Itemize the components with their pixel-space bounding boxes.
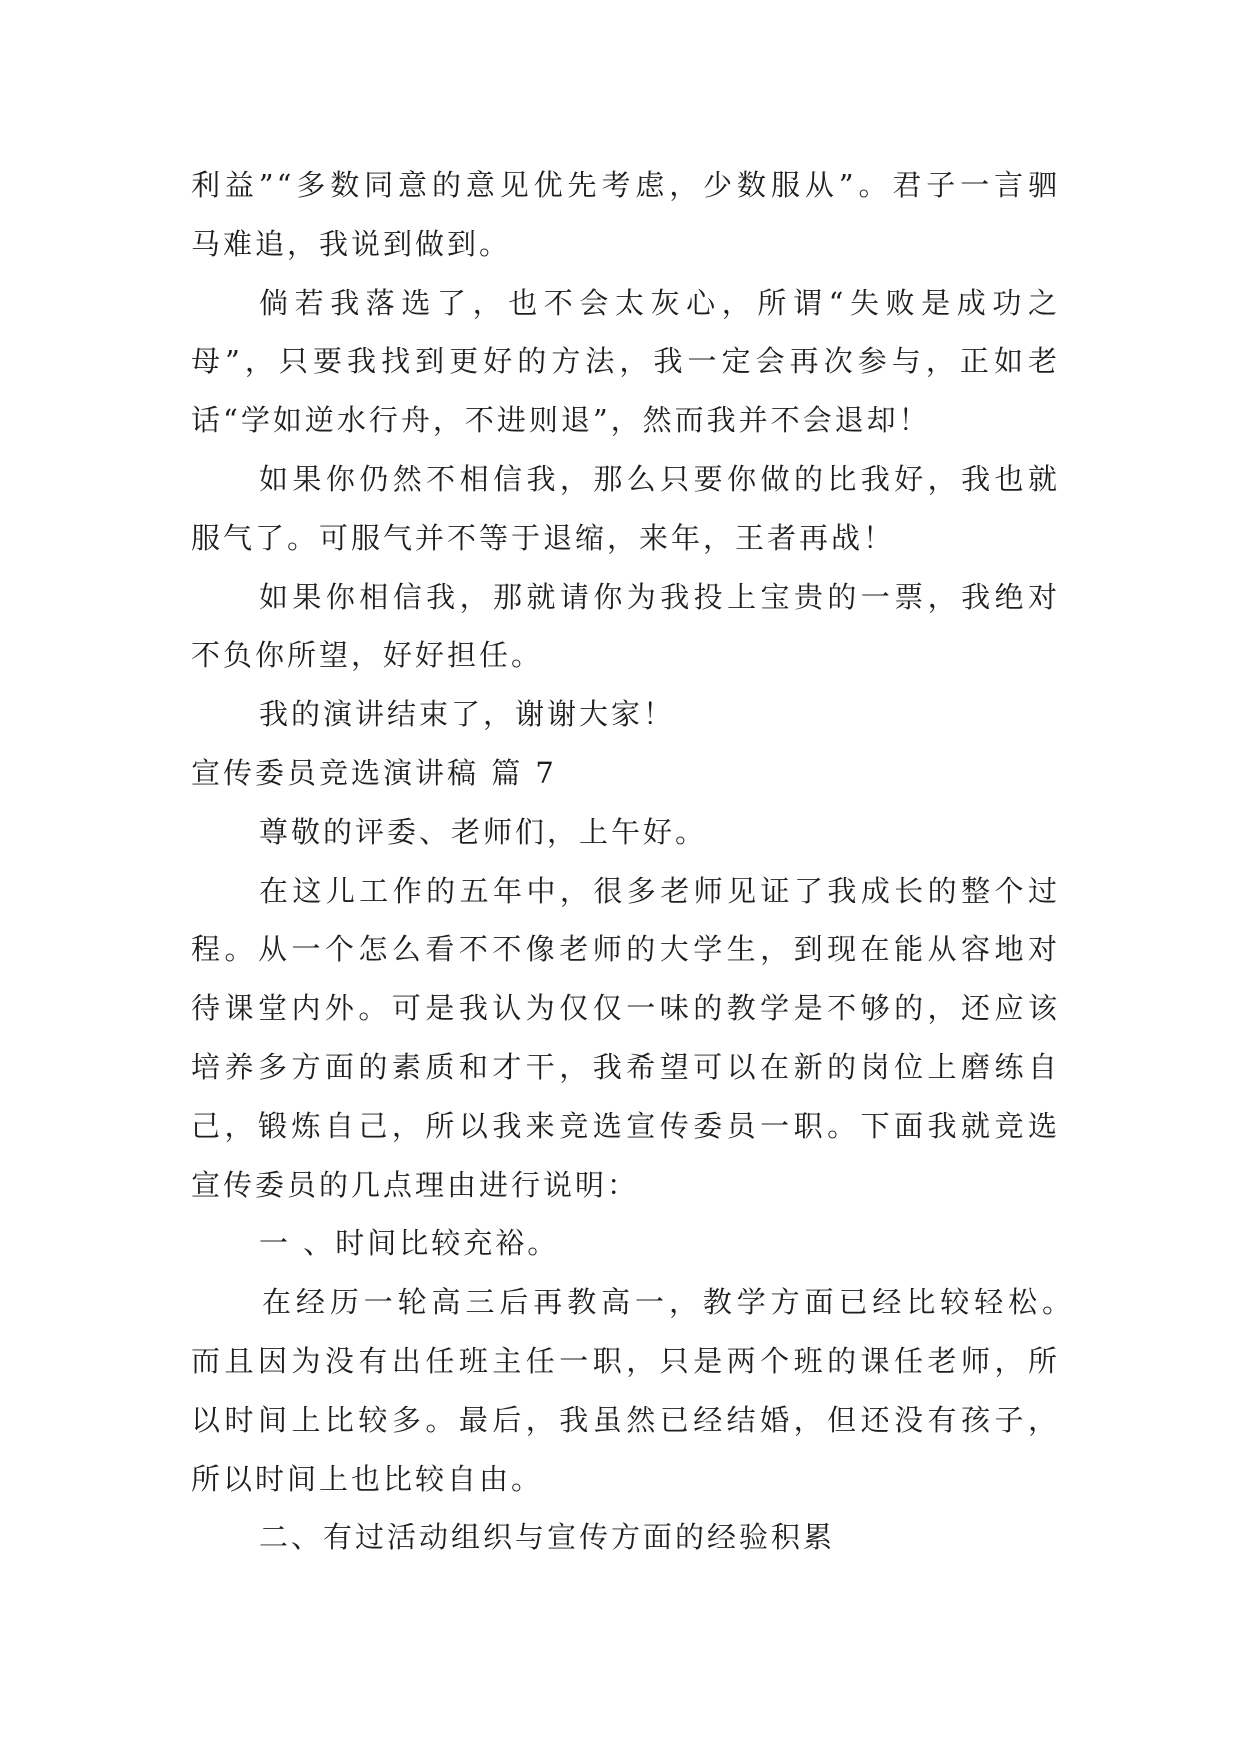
text-line: 服气了。可服气并不等于退缩，来年，王者再战！ xyxy=(191,520,896,555)
text-line: 程。从一个怎么看不不像老师的大学生，到现在能从容地对 xyxy=(191,932,1060,967)
paragraph-start-line: 在这儿工作的五年中，很多老师见证了我成长的整个过 xyxy=(259,873,1060,908)
paragraph-start-line: 如果你相信我，那就请你为我投上宝贵的一票，我绝对 xyxy=(259,579,1060,614)
text-line: 所以时间上也比较自由。 xyxy=(191,1461,544,1496)
paragraph-start-line: 在经历一轮高三后再教高一，教学方面已经比较轻松。 xyxy=(262,1285,1074,1320)
text-line: 待课堂内外。可是我认为仅仅一味的教学是不够的，还应该 xyxy=(191,991,1060,1026)
text-line: 以时间上比较多。最后，我虽然已经结婚，但还没有孩子， xyxy=(191,1402,1060,1437)
text-line: 利益”“多数同意的意见优先考虑，少数服从”。君子一言驷 xyxy=(191,168,1060,202)
text-line: 话“学如逆水行舟，不进则退”，然而我并不会退却！ xyxy=(191,403,931,438)
list-heading: 一 、时间比较充裕。 xyxy=(259,1226,560,1261)
paragraph-start-line: 倘若我落选了，也不会太灰心，所谓“失败是成功之 xyxy=(259,285,1060,320)
text-line: 己，锻炼自己，所以我来竞选宣传委员一职。下面我就竞选 xyxy=(191,1108,1060,1143)
text-line: 而且因为没有出任班主任一职，只是两个班的课任老师，所 xyxy=(191,1343,1060,1378)
text-line: 培养多方面的素质和才干，我希望可以在新的岗位上磨练自 xyxy=(191,1049,1060,1084)
text-line: 母”，只要我找到更好的方法，我一定会再次参与，正如老 xyxy=(191,344,1060,379)
paragraph-start-line: 我的演讲结束了，谢谢大家！ xyxy=(259,697,676,732)
text-line: 马难追，我说到做到。 xyxy=(191,226,512,261)
list-heading: 二、有过活动组织与宣传方面的经验积累 xyxy=(259,1520,836,1555)
text-line: 宣传委员的几点理由进行说明： xyxy=(191,1167,640,1202)
document-body xyxy=(0,156,1241,1567)
paragraph-start-line: 如果你仍然不相信我，那么只要你做的比我好，我也就 xyxy=(259,461,1060,496)
section-heading: 宣传委员竞选演讲稿 篇 7 xyxy=(191,755,557,790)
paragraph-start-line: 尊敬的评委、老师们，上午好。 xyxy=(259,814,708,849)
text-line: 不负你所望，好好担任。 xyxy=(191,638,544,673)
